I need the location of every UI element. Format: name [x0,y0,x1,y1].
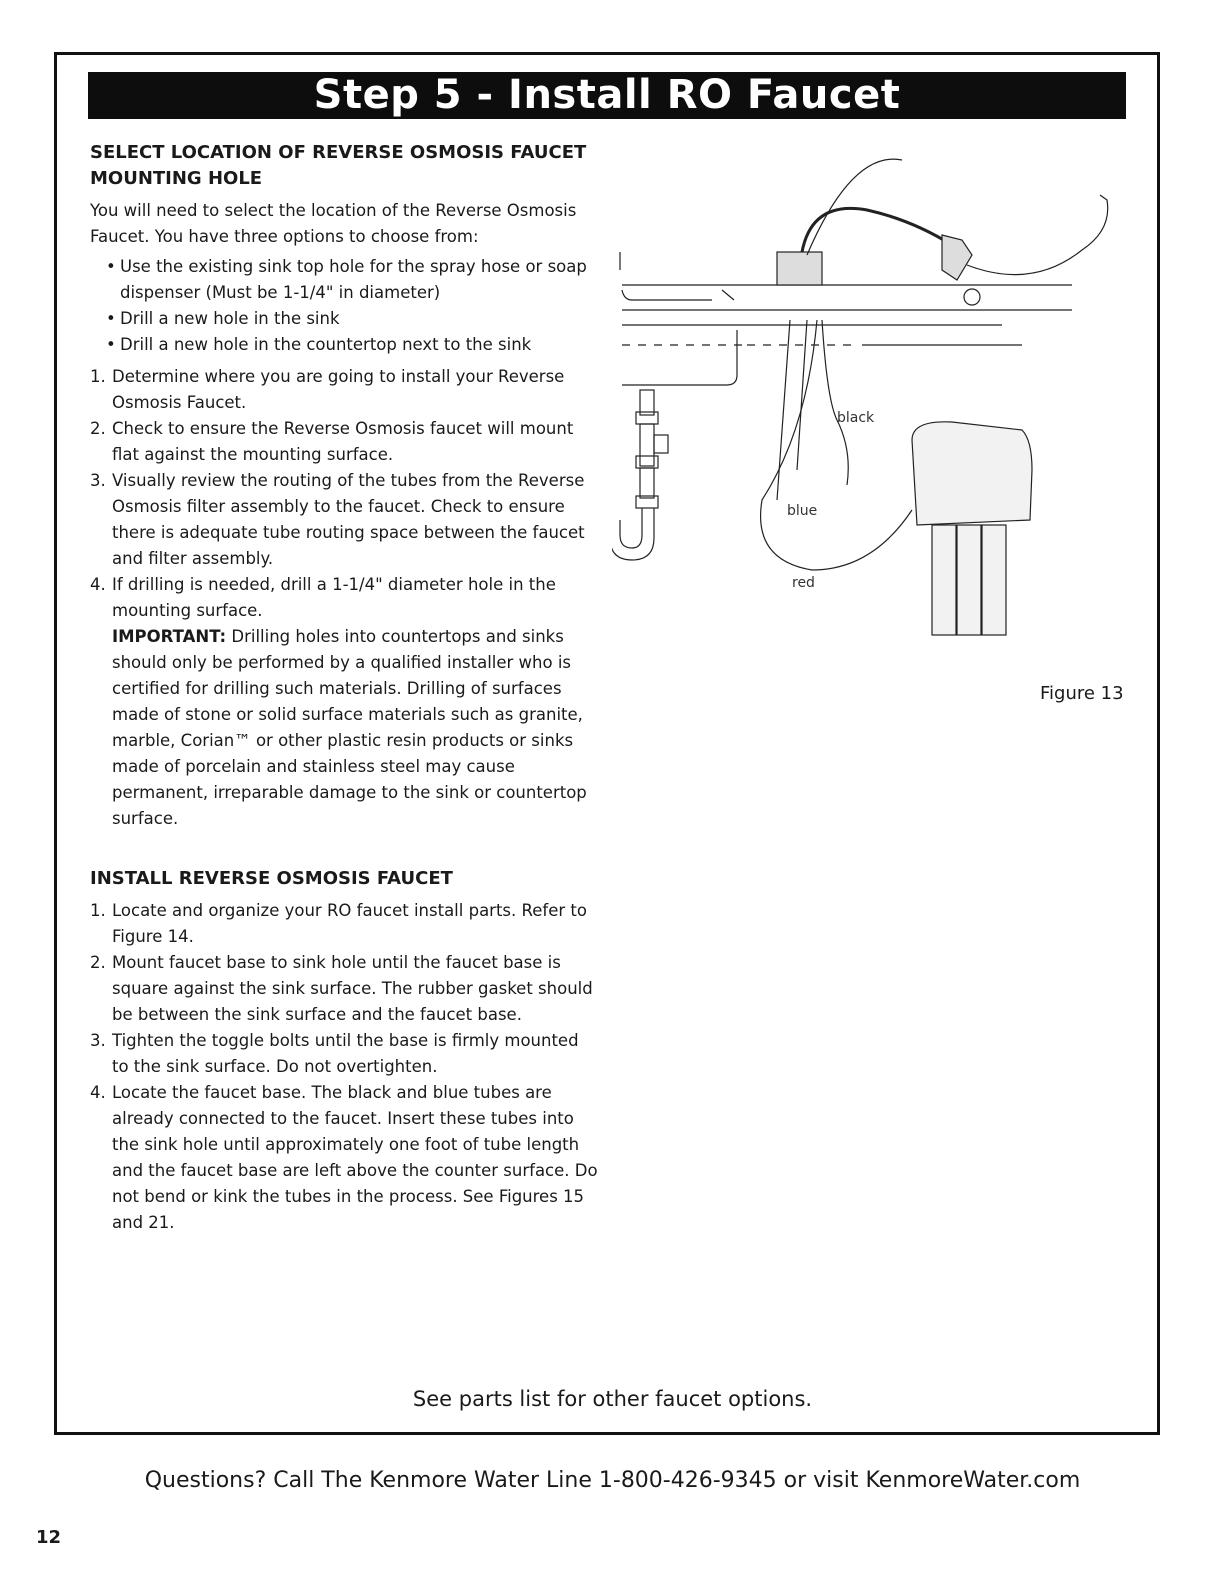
step-item [90,364,600,416]
blue-tube [777,320,790,500]
step-number: 2. [90,953,106,972]
footer-contact: Questions? Call The Kenmore Water Line 1-800-426-9345 or visit KenmoreWater.com [144,1468,1081,1493]
heading-line-1: SELECT LOCATION OF REVERSE OSMOSIS FAUCET [90,142,587,163]
option-list [106,254,600,358]
drain-valve [654,435,668,453]
step-text: Mount faucet base to sink hole until the faucet base is square against the sink surface. The rubber gasket should be between the sink surface and the faucet base. [112,953,593,1024]
step-number: 4. [90,1083,106,1102]
step-number: 3. [90,471,106,490]
step-number: 1. [90,901,106,920]
option-item: • Use the existing sink top hole for the spray hose or soap dispenser (Must be 1-1/4" in diameter) [106,254,600,306]
tube-label-black: black [837,410,875,426]
step-number: 1. [90,367,106,386]
drain-pipe [640,424,654,466]
faucet-tube [802,208,952,252]
important-note [90,624,600,832]
see-parts-note: See parts list for other faucet options. [412,1387,813,1411]
step-text: Check to ensure the Reverse Osmosis faucet will mount flat against the mounting surface. [112,419,574,464]
step-item [90,898,600,950]
p-trap [620,508,642,548]
toggle-bolt [964,289,980,305]
section-heading-install: INSTALL REVERSE OSMOSIS FAUCET [90,868,453,889]
step-text: Locate and organize your RO faucet install parts. Refer to Figure 14. [112,901,587,946]
ro-faucet-diagram [612,140,1132,680]
step-item [90,468,600,572]
filter-cartridge [932,525,956,635]
sink-basin [622,330,737,385]
step-item [90,572,600,624]
step-text: Visually review the routing of the tubes from the Reverse Osmosis filter assembly to the faucet. Check to ensure there is adequate tube routing space between the faucet and filter assembly. [112,471,585,568]
option-item: • Drill a new hole in the countertop next to the sink [106,332,600,358]
p-trap [612,508,654,560]
drain-pipe [640,390,654,415]
red-tube [761,320,912,570]
install-steps-list [90,898,600,1236]
option-item: • Drill a new hole in the sink [106,306,600,332]
tube-label-red: red [792,575,815,591]
step-item [90,416,600,468]
ro-filter-housing [912,422,1032,525]
important-label: IMPORTANT: [112,627,227,646]
supply-line [967,195,1108,275]
filter-cartridge [957,525,981,635]
page-number: 12 [36,1527,62,1548]
step-item [90,1080,600,1236]
left-column [90,140,600,1236]
step-text: Tighten the toggle bolts until the base is firmly mounted to the sink surface. Do not overtighten. [112,1031,579,1076]
heading-line-2: MOUNTING HOLE [90,168,263,189]
important-text: Drilling holes into countertops and sinks should only be performed by a qualified installer who is certified for drilling such materials. Drilling of surfaces made of stone or solid surface materials such as granite, marble, Corian™ or other plastic resin products or sinks made of porcelain and stainless steel may cause permanent, irreparable damage to the sink or countertop surface. [112,627,587,828]
intro-paragraph: You will need to select the location of the Reverse Osmosis Faucet. You have three options to choose from: [90,201,577,246]
drain-nut [636,412,658,424]
tube-label-blue: blue [787,503,818,519]
step-banner: Step 5 - Install RO Faucet [88,72,1126,119]
figure-caption: Figure 13 [1040,683,1124,704]
step-text: If drilling is needed, drill a 1-1/4" diameter hole in the mounting surface. [112,575,556,620]
step-item [90,950,600,1028]
step-text: Determine where you are going to install your Reverse Osmosis Faucet. [112,367,565,412]
step-item [90,1028,600,1080]
step-number: 3. [90,1031,106,1050]
faucet-handle [942,235,972,280]
drain-pipe [640,468,654,498]
step-number: 2. [90,419,106,438]
faucet-base [777,252,822,285]
counter-lip [622,290,734,300]
select-steps-list [90,364,600,624]
step-number: 4. [90,575,106,594]
filter-cartridge [982,525,1006,635]
section-heading-select [90,140,600,192]
step-text: Locate the faucet base. The black and blue tubes are already connected to the faucet. Insert these tubes into the sink hole until approximately one foot of tube length and the faucet base are left above the counter surface. Do not bend or kink the tubes in the process. See Figures 15 and 21. [112,1083,598,1232]
